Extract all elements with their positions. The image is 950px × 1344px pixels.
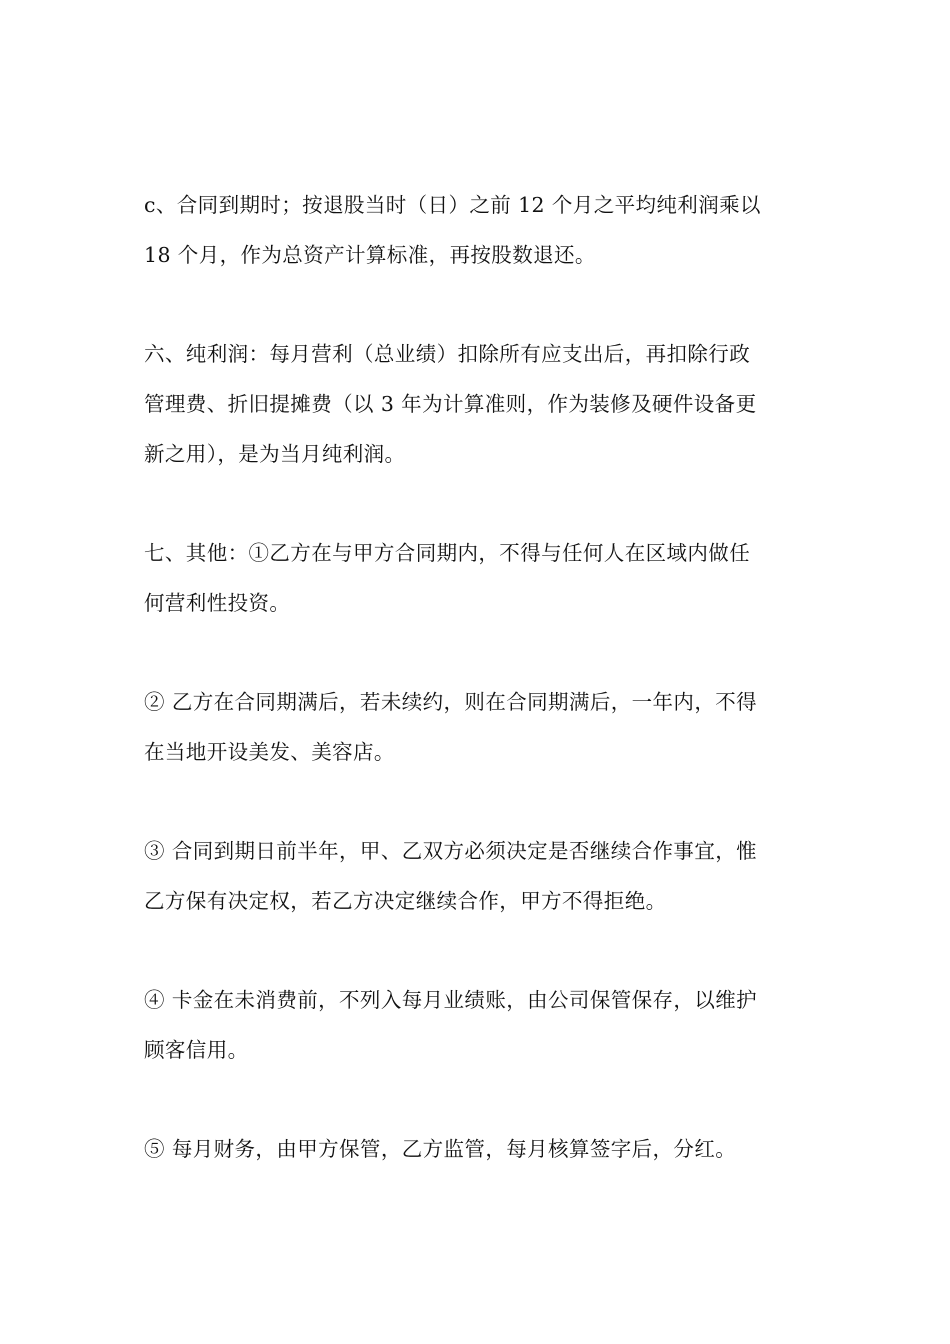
clause-c-paragraph [144,180,812,280]
item-5-paragraph [144,1124,812,1174]
text-line: 管理费、折旧提摊费（以 3 年为计算准则，作为装修及硬件设备更 [144,392,757,416]
text-line: 新之用），是为当月纯利润。 [144,442,406,466]
text-line: ⑤ 每月财务，由甲方保管，乙方监管，每月核算签字后，分红。 [144,1137,737,1161]
text-line: 六、纯利润：每月营利（总业绩）扣除所有应支出后，再扣除行政 [144,342,751,366]
text-line: ④ 卡金在未消费前，不列入每月业绩账，由公司保管保存，以维护 [144,988,758,1012]
text-line: 七、其他：①乙方在与甲方合同期内，不得与任何人在区域内做任 [144,541,751,565]
text-line: 何营利性投资。 [144,591,291,615]
text-line: ② 乙方在合同期满后，若未续约，则在合同期满后，一年内，不得 [144,690,758,714]
clause-6-net-profit-paragraph [144,329,812,479]
document-body [144,180,812,1223]
text-line: 18 个月，作为总资产计算标准，再按股数退还。 [144,243,596,267]
item-2-paragraph [144,677,812,777]
text-line: ③ 合同到期日前半年，甲、乙双方必须决定是否继续合作事宜，惟 [144,839,758,863]
text-line: 顾客信用。 [144,1038,249,1062]
item-4-paragraph [144,975,812,1075]
clause-7-other-paragraph [144,528,812,628]
text-line: 在当地开设美发、美容店。 [144,740,395,764]
item-3-paragraph [144,826,812,926]
text-line: c、合同到期时；按退股当时（日）之前 12 个月之平均纯利润乘以 [144,193,761,217]
text-line: 乙方保有决定权，若乙方决定继续合作，甲方不得拒绝。 [144,889,667,913]
